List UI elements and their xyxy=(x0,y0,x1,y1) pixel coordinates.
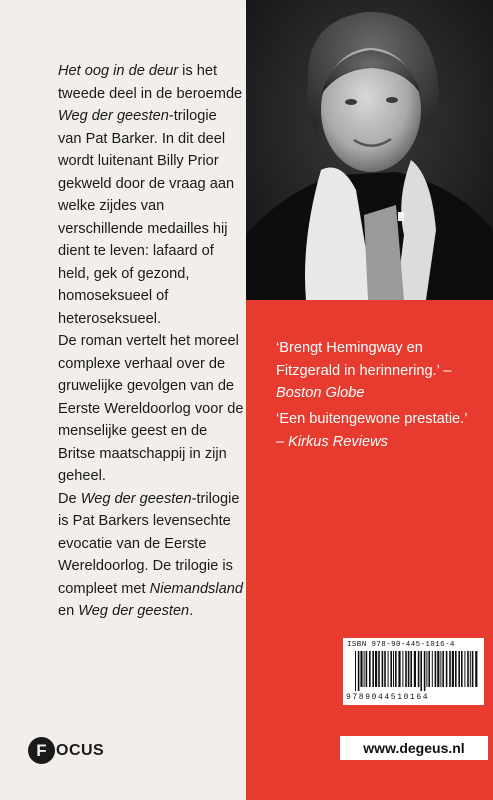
barcode-bar xyxy=(378,651,380,687)
barcode-bar xyxy=(355,651,356,691)
barcode-bar xyxy=(366,651,368,687)
barcode-bar xyxy=(467,651,469,687)
ean-digits: 9789044510164 xyxy=(346,693,430,702)
blurb-text-span: De xyxy=(58,490,81,507)
blurb-text-span: -trilogie is Pat Barkers levensechte evocatie van de Eerste Wereldoorlog. De trilogie is compleet met xyxy=(58,490,240,597)
barcode-bar xyxy=(369,651,371,687)
publisher-website[interactable]: www.degeus.nl xyxy=(340,736,488,760)
blurb-paragraph-3 xyxy=(58,488,244,623)
barcode-bar xyxy=(464,651,465,687)
blurb-text-span: en xyxy=(58,603,79,619)
barcode-bar xyxy=(440,651,441,687)
barcode-bar xyxy=(420,651,422,691)
barcode-bar xyxy=(437,651,439,687)
barcode-bar xyxy=(372,651,374,687)
book-title: Het oog in de deur xyxy=(58,63,179,79)
blurb-text-span: . xyxy=(189,603,194,619)
barcode-bar xyxy=(458,651,460,687)
blurb-paragraph-1 xyxy=(58,60,244,330)
barcode-bars xyxy=(355,651,479,691)
barcode-bar xyxy=(393,651,394,687)
barcode-bar xyxy=(461,651,463,687)
barcode-bar xyxy=(398,651,400,687)
book-title: Niemandsland xyxy=(149,580,243,597)
series-title: Weg der geesten xyxy=(58,108,169,124)
blurb-text-span: is het tweede deel in de beroemde xyxy=(58,63,243,102)
barcode-bar xyxy=(426,651,427,687)
barcode xyxy=(343,638,484,705)
barcode-bar xyxy=(470,651,471,687)
barcode-bar xyxy=(418,651,420,687)
blurb-text-span: -trilogie van Pat Barker. In dit deel wordt luitenant Billy Prior gekweld door de vraag aan welke zijdes van verschillende medailles hij dient te leven: lafaard of held, gek of gezond, homoseksueel of heteroseksueel. xyxy=(58,108,235,327)
barcode-bar xyxy=(475,651,477,687)
barcode-bar xyxy=(375,651,377,687)
barcode-bar xyxy=(384,651,386,687)
barcode-bar xyxy=(452,651,454,687)
barcode-bar xyxy=(405,651,407,687)
quote-text: ‘Brengt Hemingway en Fitzgerald in herinnering.’ xyxy=(276,340,440,379)
blurb-text xyxy=(58,60,244,623)
barcode-bar xyxy=(360,651,362,687)
publisher-logo xyxy=(28,737,104,764)
barcode-bar xyxy=(388,651,389,687)
barcode-bar xyxy=(435,651,437,687)
barcode-bar xyxy=(414,651,416,687)
barcode-bar xyxy=(428,651,430,687)
barcode-bar xyxy=(424,651,426,691)
barcode-bar xyxy=(410,651,412,687)
blurb-paragraph-2: De roman vertelt het moreel complexe verhaal over de gruwelijke gevolgen van de Eerste Wereldoorlog voor de menselijke geest en de Britse maatschappij in zijn geheel. xyxy=(58,333,244,484)
barcode-bar xyxy=(382,651,384,687)
quote-source: – Kirkus Reviews xyxy=(276,433,388,450)
series-title: Weg der geesten xyxy=(80,490,192,507)
barcode-bar xyxy=(402,651,403,687)
barcode-bar xyxy=(358,651,360,691)
review-quote-1 xyxy=(276,337,486,405)
logo-text: OCUS xyxy=(56,741,105,759)
barcode-bar xyxy=(449,651,451,687)
book-title: Weg der geesten xyxy=(78,603,190,619)
barcode-bar xyxy=(432,651,433,687)
quote-source: – Boston Globe xyxy=(276,362,452,401)
author-portrait-image xyxy=(246,0,493,300)
barcode-bar xyxy=(455,651,457,687)
isbn-label: ISBN 978-90-445-1016-4 xyxy=(347,641,455,649)
barcode-bar xyxy=(408,651,410,687)
author-photo xyxy=(246,0,493,300)
review-quote-2 xyxy=(276,408,486,453)
quote-text: ‘Een buitengewone prestatie.’ xyxy=(276,411,468,427)
barcode-bar xyxy=(442,651,444,687)
barcode-bar xyxy=(395,651,397,687)
logo-initial: F xyxy=(28,737,55,764)
barcode-bar xyxy=(472,651,474,687)
barcode-bar xyxy=(390,651,392,687)
barcode-bar xyxy=(446,651,448,687)
barcode-bar xyxy=(364,651,365,687)
